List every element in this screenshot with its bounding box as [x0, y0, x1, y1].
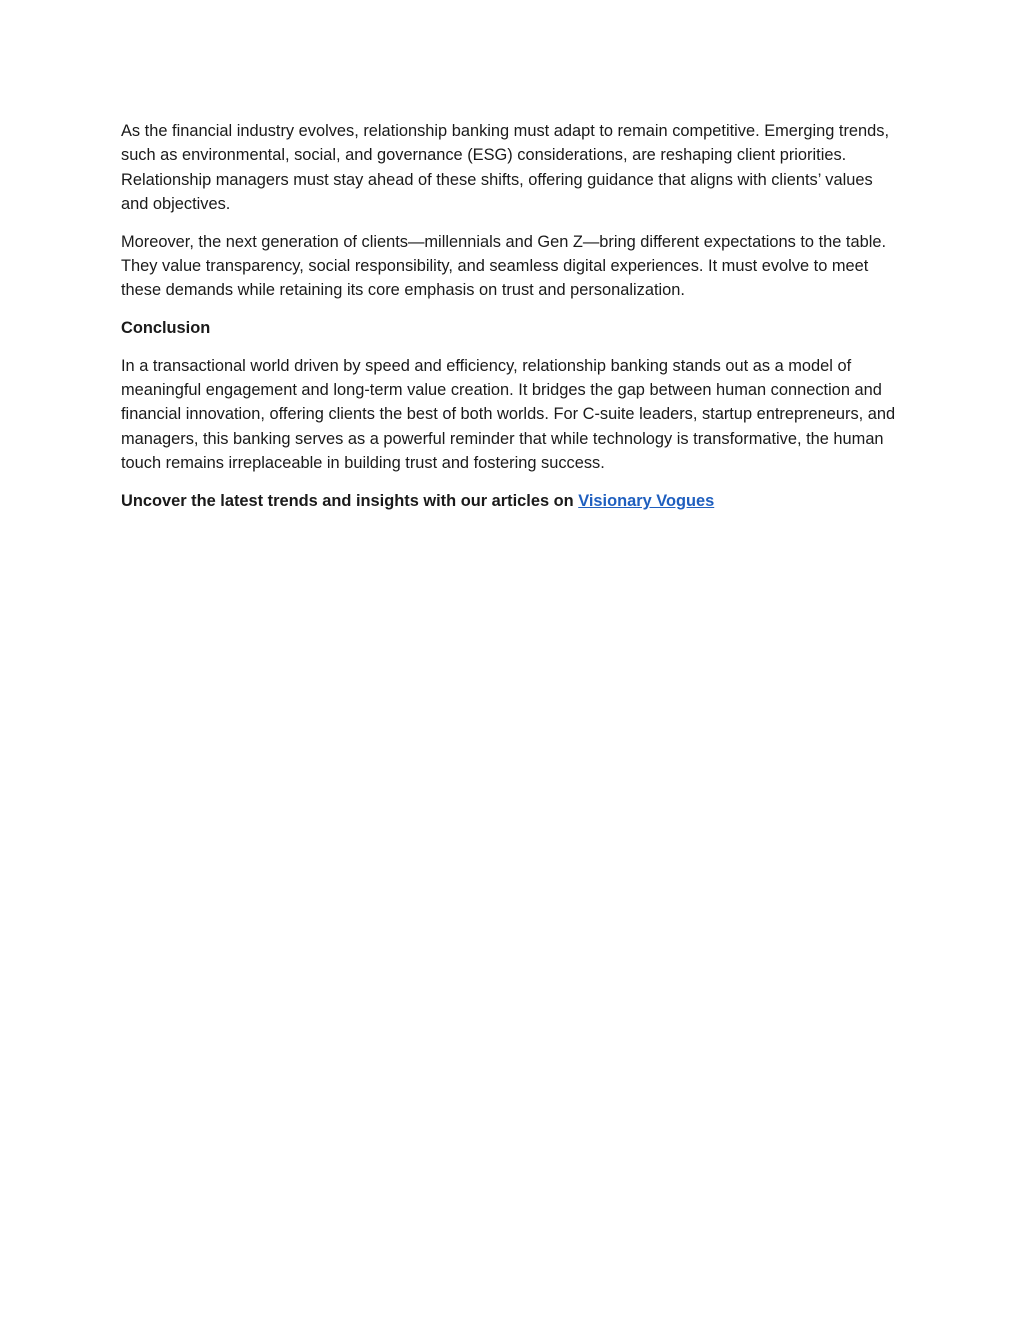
cta-text: Uncover the latest trends and insights with our articles on	[121, 491, 579, 510]
call-to-action	[121, 489, 896, 513]
conclusion-paragraph: In a transactional world driven by speed and efficiency, relationship banking stands out as a model of meaningful engagement and long-term value creation. It bridges the gap between human connection and financial innovation, offering clients the best of both worlds. For C-suite leaders, startup entrepreneurs, and managers, this banking serves as a powerful reminder that while technology is transformative, the human touch remains irreplaceable in building trust and fostering success.	[121, 356, 896, 473]
conclusion-heading: Conclusion	[121, 319, 211, 338]
paragraph-esg-trends: As the financial industry evolves, relationship banking must adapt to remain competitive. Emerging trends, such as environmental, social, and governance (ESG) considerations, are reshaping client priorities. Relationship managers must stay ahead of these shifts, offering guidance that aligns with clients’ values and objectives.	[121, 122, 890, 213]
visionary-vogues-link[interactable]: Visionary Vogues	[578, 491, 715, 510]
document-body	[121, 119, 896, 527]
paragraph-next-generation: Moreover, the next generation of clients—millennials and Gen Z—bring different expectations to the table. They value transparency, social responsibility, and seamless digital experiences. It must evolve to meet these demands while retaining its core emphasis on trust and personalization.	[121, 232, 887, 300]
